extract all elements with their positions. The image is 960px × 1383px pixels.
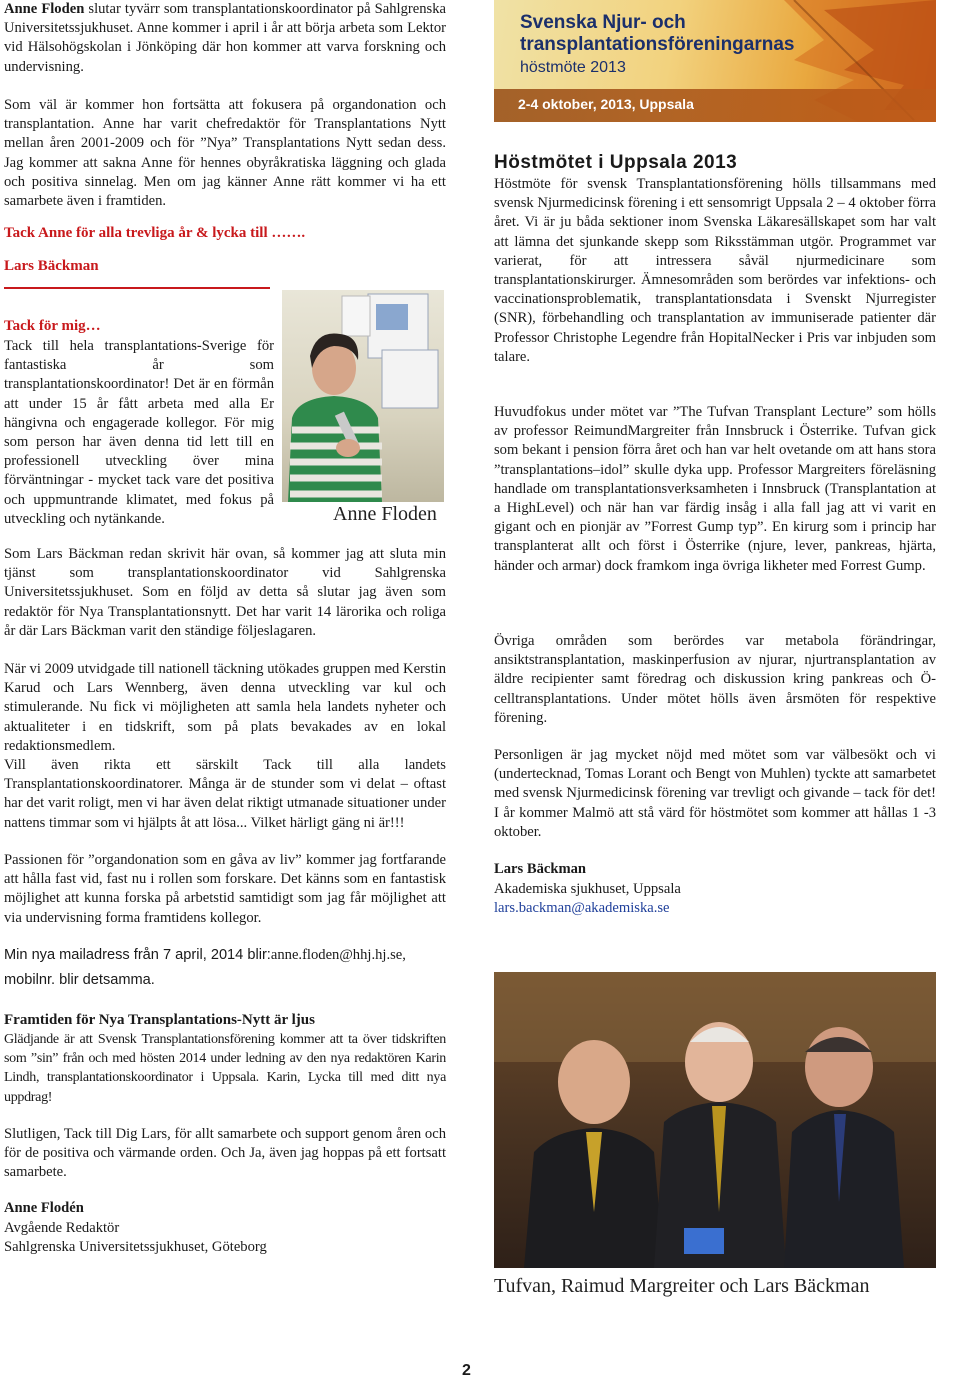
anne-photo-image [282,290,444,502]
lars-email-link[interactable]: lars.backman@akademiska.se [494,900,670,916]
new-mail-address[interactable]: anne.floden@hhj.hj.se, [270,947,406,963]
intro-paragraph [4,0,446,77]
anne-signature-role: Avgående Redaktör [4,1220,120,1236]
future-text: Glädjande är att Svensk Transplantationsförening kommer att ta över tidskriften som ”sin” från och med hösten 2014 under ledning av den nya redaktören Karin Lindh, transplantationskoordinator i Uppsala. Karin, Lycka till med ditt nya uppdrag! [4,1032,446,1105]
banner-title-line2: transplantationsföreningarnas [520,34,795,55]
banner-date: 2-4 oktober, 2013, Uppsala [518,96,694,112]
intro-name: Anne Floden [4,1,85,17]
banner-subtitle: höstmöte 2013 [520,59,626,76]
meeting-paragraph-3: Övriga områden som berördes var metabola förändringar, ansiktstransplantation, maskinperfusion av njurar, njurtransplantation av äldre recipienter samt föredrag och diskussion kring pankreas och Ö-celltransplantations. Under mötet hölls även årsmöten för respektive förening. [494,633,936,726]
page-number: 2 [462,1362,471,1379]
anne-photo-caption: Anne Floden [333,503,437,525]
new-mail-label: Min nya mailadress från 7 april, 2014 blir: [4,947,271,963]
anne-signature-name: Anne Flodén [4,1200,84,1216]
group-photo-caption: Tufvan, Raimud Margreiter och Lars Bäckman [494,1275,870,1297]
tack-heading: Tack för mig… [4,318,101,334]
meeting-paragraph-4: Personligen är jag mycket nöjd med mötet som var välbesökt och vi (undertecknad, Tomas Lorant och Bengt von Muhlen) tyckte att samarbetet med svensk Njurmedicinsk förening var trevligt och givande – tack för det! I år kommer Malmö att stå värd för höstmötet som kommer att hållas 1 -3 oktober. [494,747,936,840]
paragraph-focus: Som väl är kommer hon fortsätta att fokusera på organdonation och transplantation. Anne har varit chefredaktör för Transplantations Nytt mellan åren 2001-2009 och för ”Nya” Transplantations Nytt sedan dess. Jag kommer att sakna Anne för hennes obyråkratiska läggning och glada och positiva sinnelag. Men om jag känner Anne rätt kommer vi ha ett samarbete även i framtiden. [4,97,446,210]
final-thanks: Slutligen, Tack till Dig Lars, för allt samarbete och support genom åren och för de positiva och värmande orden. Och Ja, även jag hoppas på ett fortsatt samarbete. [4,1126,446,1181]
anne-signature-place: Sahlgrenska Universitetssjukhuset, Göteborg [4,1239,267,1255]
mobile-line: mobilnr. blir detsamma. [4,972,155,988]
tack-text: Tack till hela transplantations-Sverige för fantastiska år som transplantationskoordinator! Det är en förmån att under 15 år fått arbeta med alla Er hängivna och engagerade kollegor. För mig som person har även denna tid lett till en professionell utveckling över mina förväntningar - mycket tack vare det positiva och uppmuntrande klimatet, med fokus på utveckling och nytänkande. [4,338,274,527]
meeting-paragraph-1: Höstmöte för svensk Transplantationsförening hölls tillsammans med svensk Njurmedicinsk förening i ett sensomrigt Uppsala 2 – 4 oktober förra året. Vi är ju båda sektioner inom Svenska Läkaresällskapet som har valt att lämna det sjunkande skepp som Riksstämman utgör. Programmet var varierat, för att intressera såväl njurmedicinare som transplantationskirurger. Ämnesområden som berördes var infektions- och vaccinationsproblematik, transplantationsdata i Svenskt Njurregister (SNR), förbehandling och transplantation av immuniserade patienter där Professor Christophe Legendre från HopitalNecker i Pris var inbjuden som talare. [494,176,936,365]
meeting-paragraph-2: Huvudfokus under mötet var ”The Tufvan Transplant Lecture” som hölls av professor ReimundMargreiter från Innsbruck i Österrike. Tufvan gick som bekant i pension förra året och han var helt ovetande om att hans stora ”transplantations–idol” skulle dyka upp. Professor Margreiters föreläsning handlade om transplantationsverksamheten i Innsbruck (Transplantation at a HighLevel) och när han var färdig insåg i alla fall jag att vi varit en gigant och en pionjär av ”Forrest Gump typ”. En kirurg som i princip har transplanterat allt och först i Österrike (njure, lever, pankreas, hjärta, händer och armar) dock framkom inga övriga likheter med Forrest Gump. [494,404,936,574]
signature-lars: Lars Bäckman [4,258,99,274]
paragraph-2009: När vi 2009 utvidgade till nationell täckning utökades gruppen med Kerstin Karud och Lars Wennberg, även denna utveckling var kul och stimulerande. Nu fick vi möjligheten att samla hela landets nyheter och aktualiteter i en tidskrift, som på plats bevakades av en lokal redaktionsmedlem. [4,661,446,754]
banner-title [520,12,795,56]
anne-photo [282,290,444,502]
meeting-banner [494,0,936,122]
lars-signature-name: Lars Bäckman [494,861,587,877]
intro-text: slutar tyvärr som transplantationskoordinator på Sahlgrenska Universitetssjukhuset. Anne kommer i april i år att börja arbeta som Lektor vid Hälsohögskolan i Jönköping där hon kommer att varva forskning och undervisning. [4,1,446,75]
new-mail-line [4,946,454,965]
section-divider [4,287,270,289]
future-heading: Framtiden för Nya Transplantations-Nytt är ljus [4,1012,315,1028]
paragraph-thanks-coordinators: Vill även rikta ett särskilt Tack till alla landets Transplantationskoordinatorer. Många är de stunder som vi delat – oftast har det varit roligt, men vi har även delat riktigt utmanade situationer under nattens timmar som vi hjälpts åt att lösa... Vilket härligt gäng ni är!!! [4,757,446,831]
paragraph-passion: Passionen för ”organdonation som en gåva av liv” kommer jag fortfarande att hålla fast vid, fast nu i rollen som forskare. Det känns som en fantastisk möjlighet att kunna forska på arbetstid samtidigt som jag får möjlighet att via undervisning forma framtidens kollegor. [4,852,446,926]
thanks-line: Tack Anne för alla trevliga år & lycka till ……. [4,225,306,241]
lars-signature-org: Akademiska sjukhuset, Uppsala [494,881,681,897]
group-photo [494,972,936,1268]
paragraph-bridge: Som Lars Bäckman redan skrivit här ovan, så kommer jag att sluta min tjänst som transplantationskoordinator vid Sahlgrenska Universitetssjukhuset. Som en följd av detta så slutar jag även som redaktör för Nya Transplantationsnytt. Det har varit 14 lärorika och roliga år där Lars Bäckman varit den ständige följeslagaren. [4,546,446,639]
banner-title-line1: Svenska Njur- och [520,12,686,33]
meeting-heading: Höstmötet i Uppsala 2013 [494,152,738,173]
group-photo-image [494,972,936,1268]
